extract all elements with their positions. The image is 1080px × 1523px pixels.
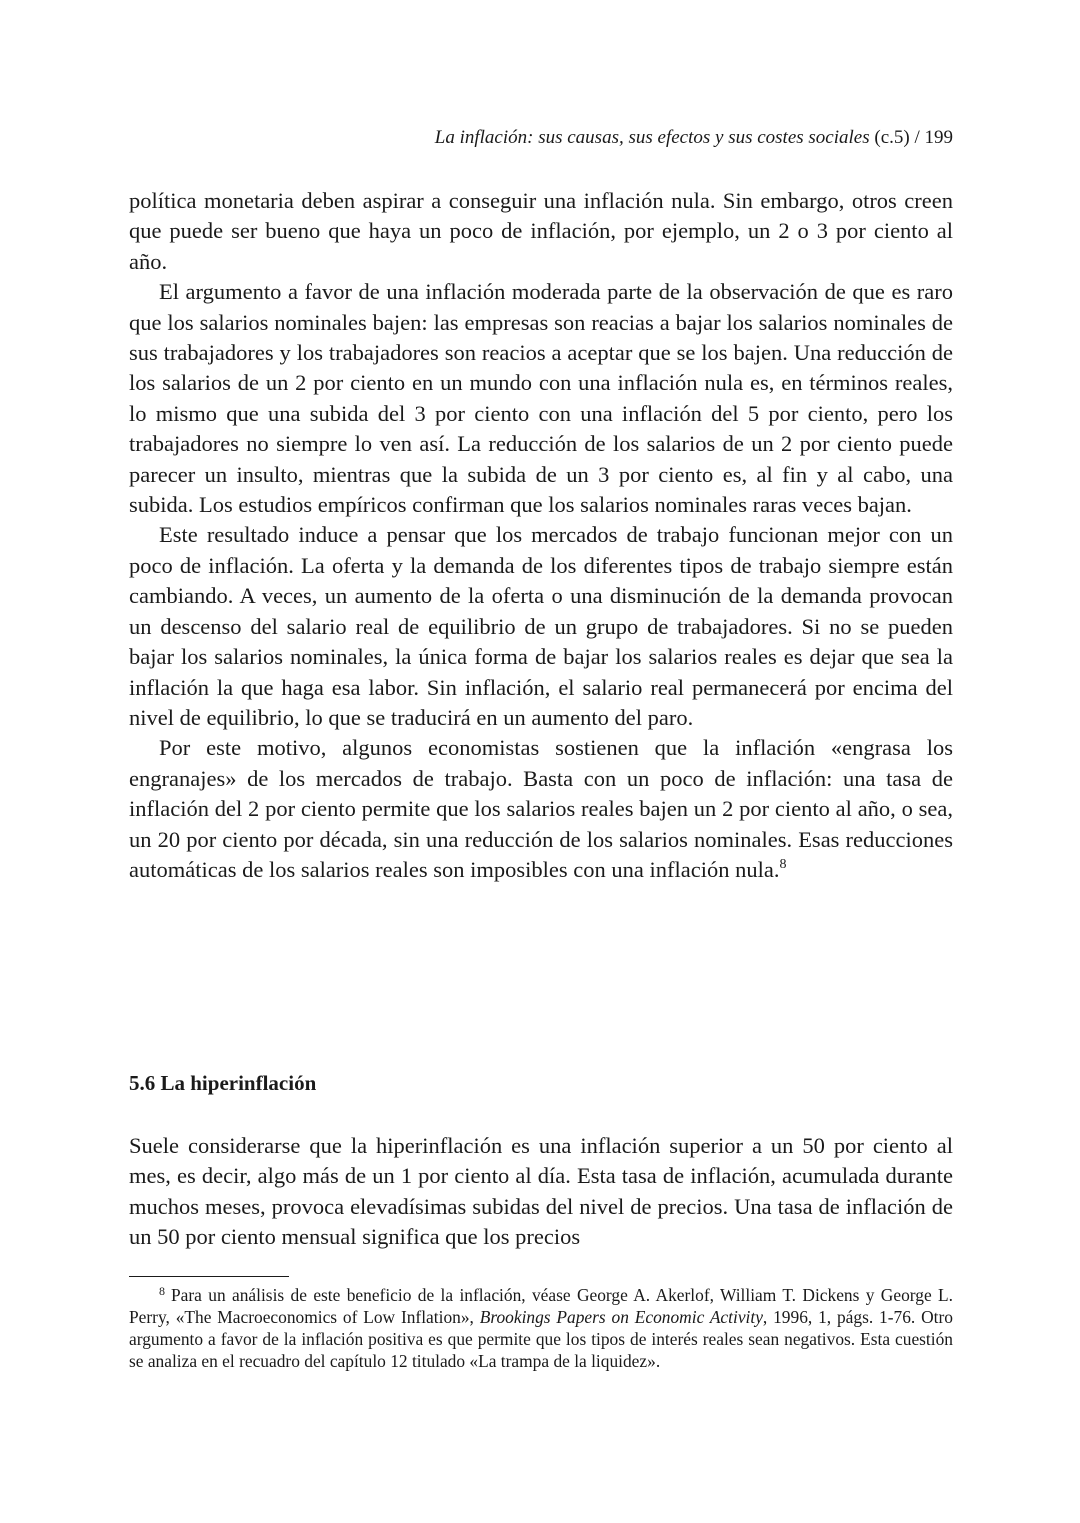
paragraph-text: Por este motivo, algunos economistas sostienen que la inflación «engrasa los engranajes» de los mercados de trabajo. Basta con un poco de inflación: una tasa de inflación del 2 por ciento permite que los salarios reales bajen un 2 por ciento al año, o sea, un 20 por ciento por década, sin una reducción de los salarios nominales. Esas reducciones automáticas de los salarios reales son imposibles con una inflación nula. (129, 735, 953, 882)
footnote (129, 1284, 953, 1372)
footnote-reference[interactable]: 8 (779, 856, 787, 872)
footnote-number: 8 (159, 1284, 165, 1298)
footnote-text: Para un análisis de este beneficio de la inflación, véase George A. Akerlof, William T. Dickens y George L. Perry, «The Macroeconomics of Low Inflation», (129, 1285, 953, 1327)
section-text (129, 1131, 953, 1253)
paragraph: El argumento a favor de una inflación moderada parte de la observación de que es raro que los salarios nominales bajen: las empresas son reacias a bajar los salarios nominales de sus trabajadores y los trabajadores son reacios a aceptar que se los bajen. Una reducción de los salarios de un 2 por ciento en un mundo con una inflación nula es, en términos reales, lo mismo que una subida del 3 por ciento con una inflación del 5 por ciento, pero los trabajadores no siempre lo ven así. La reducción de los salarios de un 2 por ciento puede parecer un insulto, mientras que la subida de un 3 por ciento es, al fin y al cabo, una subida. Los estudios empíricos confirman que los salarios nominales raras veces bajan. (129, 279, 953, 518)
running-header (435, 127, 953, 149)
running-header-chapter: (c.5) (874, 127, 910, 148)
footnote-divider (129, 1276, 289, 1277)
paragraph: Este resultado induce a pensar que los mercados de trabajo funcionan mejor con un poco de inflación. La oferta y la demanda de los diferentes tipos de trabajo siempre están cambiando. A veces, un aumento de la oferta o una disminución de la demanda provocan un descenso del salario real de equilibrio de un grupo de trabajadores. Si no se pueden bajar los salarios nominales, la única forma de bajar los salarios reales es dejar que sea la inflación la que haga esa labor. Sin inflación, el salario real permanecerá por encima del nivel de equilibrio, lo que se traducirá en un aumento del paro. (129, 522, 953, 730)
running-header-title: La inflación: sus causas, sus efectos y sus costes sociales (434, 127, 870, 148)
paragraph-with-footnote (129, 733, 953, 885)
paragraph-continued: política monetaria deben aspirar a conseguir una inflación nula. Sin embargo, otros creen que puede ser bueno que haya un poco de inflación, por ejemplo, un 2 o 3 por ciento al año. (129, 188, 953, 274)
running-header-separator: / (914, 127, 920, 148)
footnote-journal-title: Brookings Papers on Economic Activity (479, 1307, 763, 1327)
page-number: 199 (924, 127, 953, 148)
footnote-text: , 1996, 1, págs. 1-76. Otro argumento a favor de la inflación positiva es que permite que los tipos de interés reales sean negativos. Esta cuestión se analiza en el recuadro del capítulo 12 titulado «La trampa de la liquidez». (129, 1307, 953, 1371)
section-heading: 5.6 La hiperinflación (129, 1071, 317, 1095)
paragraph: Suele considerarse que la hiperinflación es una inflación superior a un 50 por ciento al mes, es decir, algo más de un 1 por ciento al día. Esta tasa de inflación, acumulada durante muchos meses, provoca elevadísimas subidas del nivel de precios. Una tasa de inflación de un 50 por ciento mensual significa que los precios (129, 1133, 953, 1250)
body-text (129, 186, 953, 885)
